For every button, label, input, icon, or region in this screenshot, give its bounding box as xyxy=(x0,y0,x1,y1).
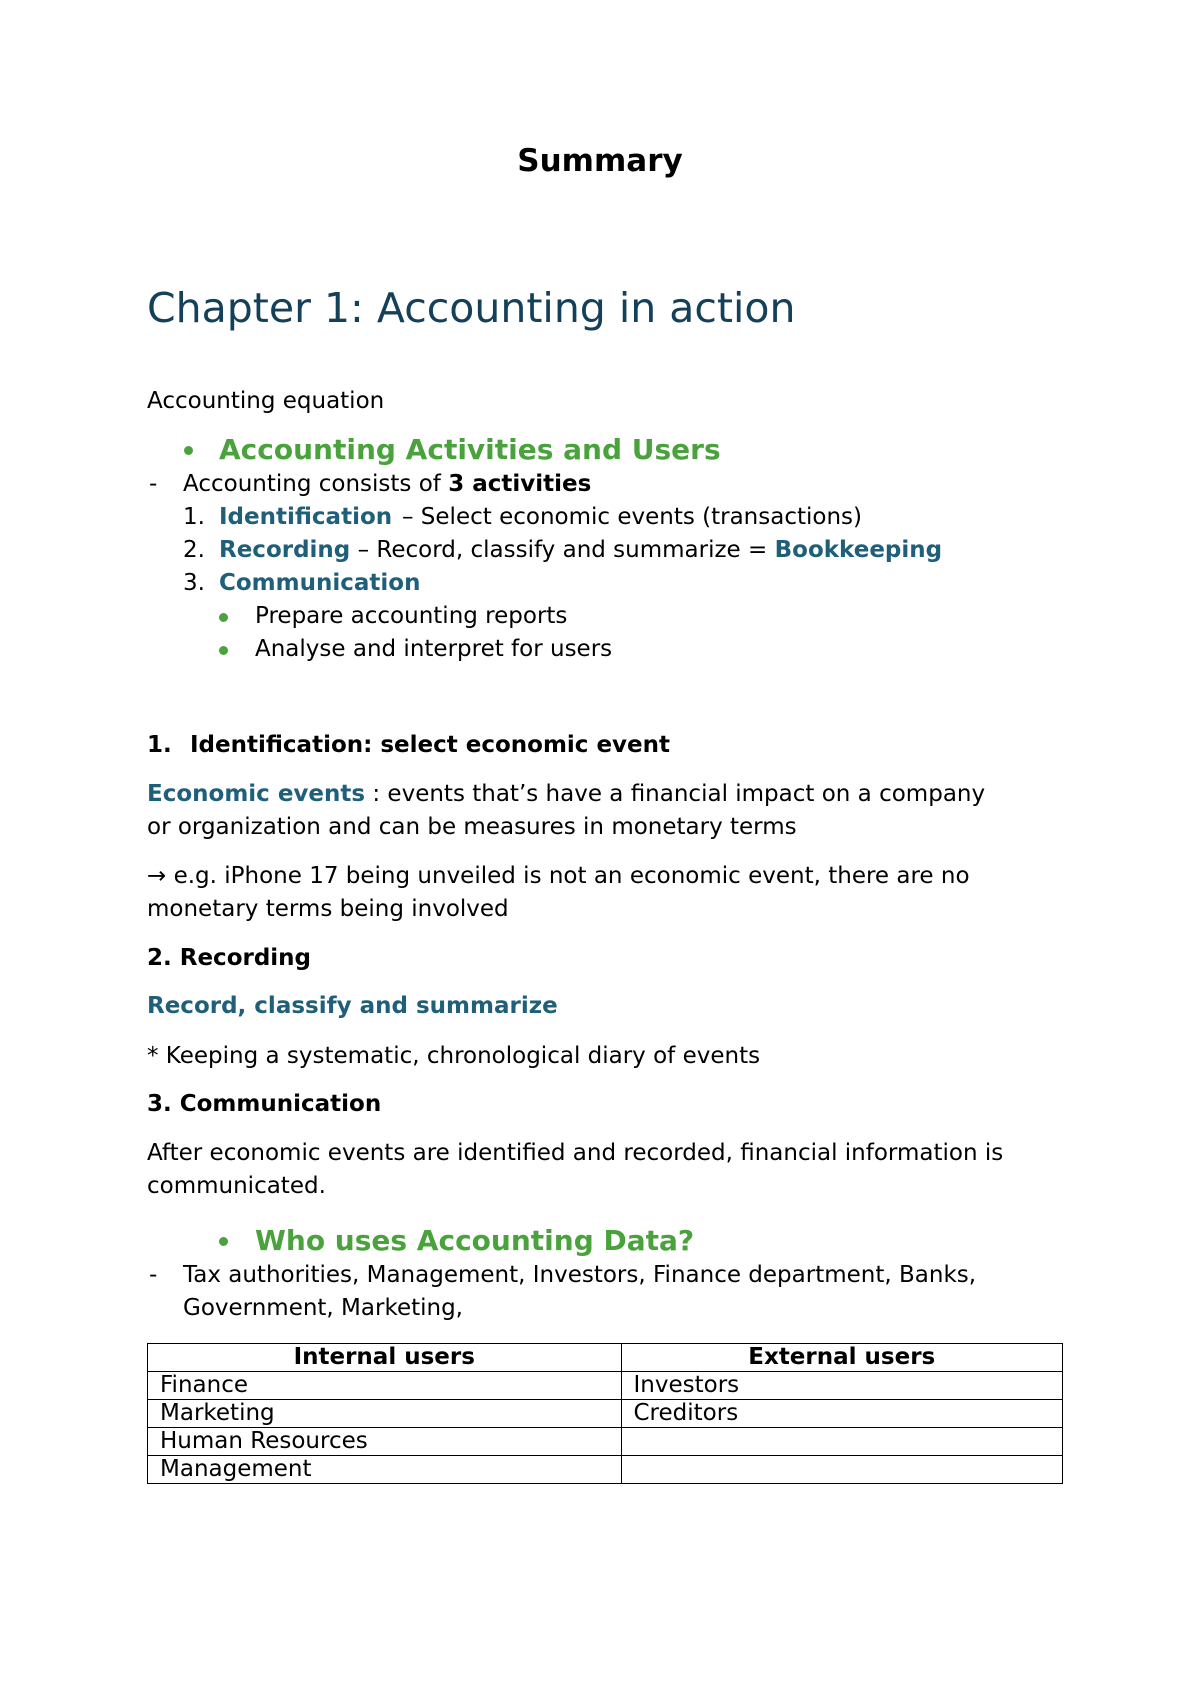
item-rest: – Record, classify and summarize = xyxy=(350,537,775,563)
activity-item-1 xyxy=(183,501,862,533)
table-row xyxy=(148,1456,1063,1484)
section-3-line-2: communicated. xyxy=(147,1173,326,1199)
item-term: Communication xyxy=(219,570,421,596)
bullet-icon xyxy=(219,646,228,655)
sub-bullet-2: Analyse and interpret for users xyxy=(255,636,613,662)
sub-bullet-1: Prepare accounting reports xyxy=(255,603,568,629)
item-term: Identification xyxy=(219,504,393,530)
table-cell: Human Resources xyxy=(148,1428,622,1456)
item-number: 2. xyxy=(183,537,205,563)
example-line-1: → e.g. iPhone 17 being unveiled is not an economic event, there are no xyxy=(147,863,970,889)
example-line-2: monetary terms being involved xyxy=(147,896,509,922)
table-header-row xyxy=(148,1344,1063,1372)
section-2-note: * Keeping a systematic, chronological diary of events xyxy=(147,1043,761,1069)
chapter-heading: Chapter 1: Accounting in action xyxy=(147,284,796,332)
table-cell: Investors xyxy=(621,1372,1063,1400)
def-line-2: or organization and can be measures in monetary terms xyxy=(147,814,797,840)
intro-text: Accounting consists of xyxy=(183,471,449,497)
table-cell: Management xyxy=(148,1456,622,1484)
table-cell: Finance xyxy=(148,1372,622,1400)
activities-intro xyxy=(183,468,591,500)
def-term: Economic events xyxy=(147,781,366,807)
item-number: 1. xyxy=(183,504,205,530)
activity-item-2 xyxy=(183,534,943,566)
item-line xyxy=(219,534,942,566)
column-header-internal: Internal users xyxy=(148,1344,622,1372)
table-row xyxy=(148,1372,1063,1400)
dash-marker: - xyxy=(149,471,158,497)
section-heading-users: Who uses Accounting Data? xyxy=(255,1224,695,1257)
intro-bold: 3 activities xyxy=(448,471,592,497)
users-line-1: Tax authorities, Management, Investors, Finance department, Banks, xyxy=(183,1262,977,1288)
page-title: Summary xyxy=(517,143,683,179)
table-cell: Marketing xyxy=(148,1400,622,1428)
dash-marker: - xyxy=(149,1262,158,1288)
item-term: Recording xyxy=(219,537,351,563)
item-rest: – Select economic events (transactions) xyxy=(402,504,862,530)
subheading: Accounting equation xyxy=(147,388,385,414)
table-cell xyxy=(621,1456,1063,1484)
activity-item-3 xyxy=(183,567,421,599)
table-cell: Creditors xyxy=(621,1400,1063,1428)
def-text: : events that’s have a financial impact on a company xyxy=(365,781,986,807)
economic-events-def xyxy=(147,778,985,810)
section-title: Identification: select economic event xyxy=(190,732,671,758)
section-1-heading xyxy=(147,729,671,761)
section-heading-activities: Accounting Activities and Users xyxy=(219,433,721,466)
column-header-external: External users xyxy=(621,1344,1063,1372)
section-3-line-1: After economic events are identified and recorded, financial information is xyxy=(147,1140,1004,1166)
users-line-2: Government, Marketing, xyxy=(183,1295,463,1321)
bullet-icon xyxy=(184,446,193,455)
item-extra: Bookkeeping xyxy=(774,537,943,563)
item-number: 3. xyxy=(183,570,205,596)
section-3-heading: 3. Communication xyxy=(147,1091,382,1117)
section-2-heading: 2. Recording xyxy=(147,945,312,971)
users-table xyxy=(147,1343,1063,1484)
table-row xyxy=(148,1400,1063,1428)
section-2-subheading: Record, classify and summarize xyxy=(147,993,558,1019)
table-cell xyxy=(621,1428,1063,1456)
bullet-icon xyxy=(219,613,228,622)
bullet-icon xyxy=(219,1237,228,1246)
table-row xyxy=(148,1428,1063,1456)
section-number: 1. xyxy=(147,732,172,758)
